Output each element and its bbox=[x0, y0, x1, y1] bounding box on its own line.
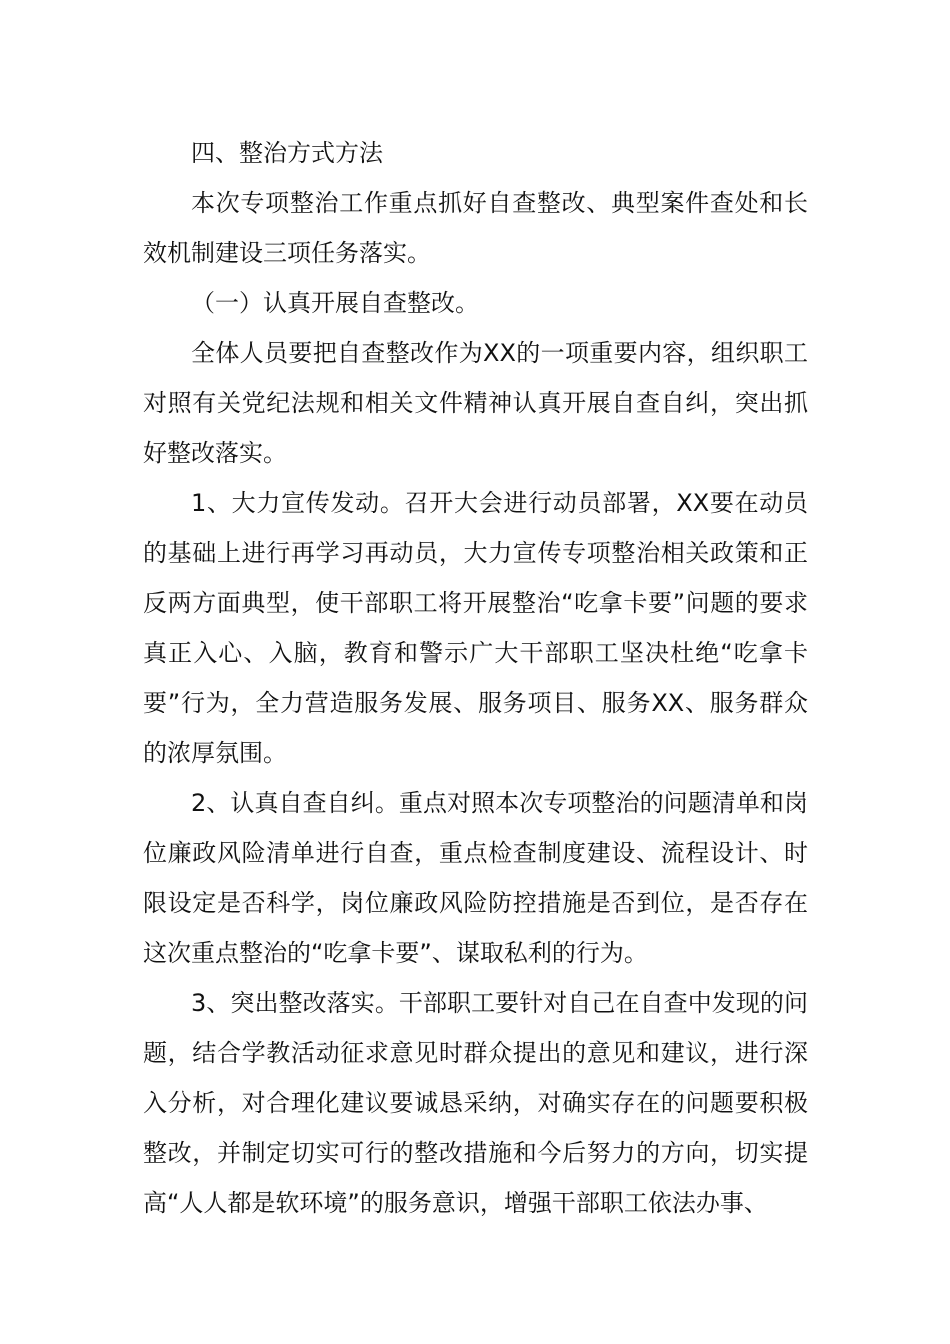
document-body bbox=[143, 128, 808, 1228]
paragraph-self-check: 全体人员要把自查整改作为XX的一项重要内容，组织职工对照有关党纪法规和相关文件精神认真开展自查自纠，突出抓好整改落实。 bbox=[143, 339, 808, 467]
section-heading: 四、整治方式方法 bbox=[191, 139, 383, 167]
subsection-heading: （一）认真开展自查整改。 bbox=[191, 289, 479, 317]
paragraph-item-2: 2、认真自查自纠。重点对照本次专项整治的问题清单和岗位廉政风险清单进行自查，重点检查制度建设、流程设计、时限设定是否科学，岗位廉政风险防控措施是否到位，是否存在这次重点整治的“吃拿卡要”、谋取私利的行为。 bbox=[143, 789, 808, 967]
paragraph-intro: 本次专项整治工作重点抓好自查整改、典型案件查处和长效机制建设三项任务落实。 bbox=[143, 189, 808, 267]
paragraph-item-1: 1、大力宣传发动。召开大会进行动员部署，XX要在动员的基础上进行再学习再动员，大力宣传专项整治相关政策和正反两方面典型，使干部职工将开展整治“吃拿卡要”问题的要求真正入心、入脑，教育和警示广大干部职工坚决杜绝“吃拿卡要”行为，全力营造服务发展、服务项目、服务XX、服务群众的浓厚氛围。 bbox=[143, 489, 808, 767]
paragraph-item-3: 3、突出整改落实。干部职工要针对自己在自查中发现的问题，结合学教活动征求意见时群众提出的意见和建议，进行深入分析，对合理化建议要诚恳采纳，对确实存在的问题要积极整改，并制定切实可行的整改措施和今后努力的方向，切实提高“人人都是软环境”的服务意识，增强干部职工依法办事、 bbox=[143, 989, 808, 1217]
